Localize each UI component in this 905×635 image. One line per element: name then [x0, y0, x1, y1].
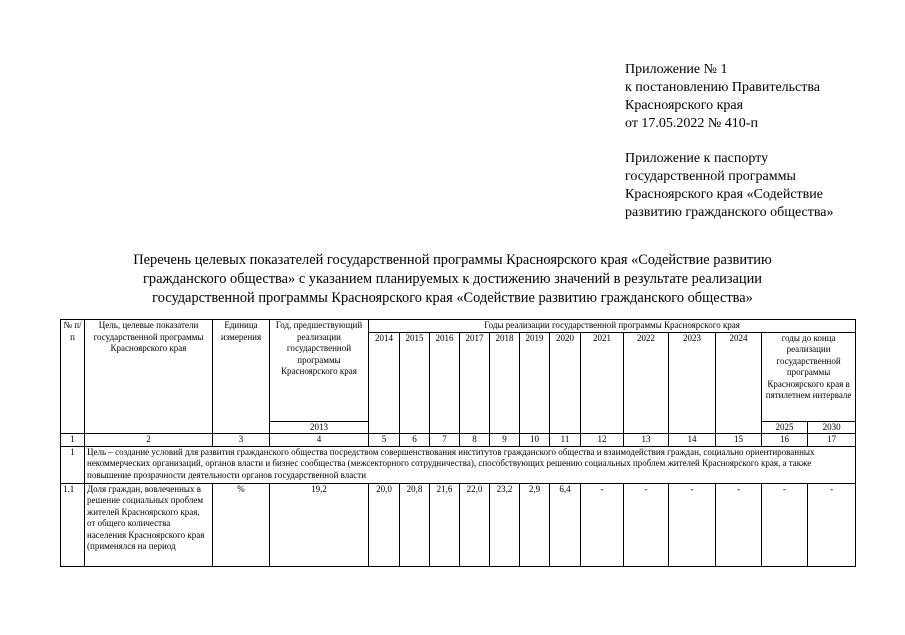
row-value-2019: 2,9 — [520, 483, 550, 566]
document-title — [90, 251, 815, 308]
passport-line: государственной программы — [625, 169, 796, 184]
col-number: 4 — [270, 434, 369, 447]
col-number: 13 — [624, 434, 669, 447]
appendix-line: к постановлению Правительства — [625, 80, 821, 95]
col-number: 9 — [490, 434, 520, 447]
passport-line: Красноярского края «Содействие — [625, 187, 823, 202]
row-value-2023: - — [669, 483, 716, 566]
goal-row-text: Цель – создание условий для развития гражданского общества посредством совершенствования институтов гражданского общества и взаимодействия граждан, социально ориентированных некоммерческих организаций, органов власти и бизнес сообщества (межсекторного сотрудничества), способствующих решению социальных проблем жителей Красноярского края, а также повышение прозрачности деятельности органов государственной власти — [85, 446, 856, 483]
indicators-table — [60, 319, 856, 567]
header-five-year-value: 2030 — [808, 421, 856, 434]
row-value-2022: - — [624, 483, 669, 566]
header-five-year-value: 2025 — [762, 421, 808, 434]
passport-line: развитию гражданского общества» — [625, 205, 834, 220]
row-value-2017: 22,0 — [460, 483, 490, 566]
header-year: 2023 — [669, 332, 716, 434]
col-number: 7 — [430, 434, 460, 447]
header-year: 2020 — [550, 332, 581, 434]
header-year: 2017 — [460, 332, 490, 434]
row-value-2025: - — [762, 483, 808, 566]
appendix-line: Приложение № 1 — [625, 62, 728, 77]
appendix-line: Красноярского края — [625, 98, 744, 113]
header-year: 2024 — [716, 332, 762, 434]
row-value-2020: 6,4 — [550, 483, 581, 566]
header-year: 2015 — [400, 332, 430, 434]
header-year: 2018 — [490, 332, 520, 434]
row-value-2018: 23,2 — [490, 483, 520, 566]
col-number: 12 — [581, 434, 624, 447]
goal-row-num: 1 — [61, 446, 85, 483]
col-number: 1 — [61, 434, 85, 447]
header-prev-year-value: 2013 — [270, 421, 369, 434]
row-value-2024: - — [716, 483, 762, 566]
row-indicator-name: Доля граждан, вовлеченных в решение социальных проблем жителей Красноярского края, от общего количества населения Красноярского края (применялся на период — [85, 483, 213, 566]
row-value-2030: - — [808, 483, 856, 566]
header-unit: Единица измерения — [213, 320, 270, 434]
header-year: 2021 — [581, 332, 624, 434]
header-years-group: Годы реализации государственной программы Красноярского края — [369, 320, 856, 333]
header-year: 2019 — [520, 332, 550, 434]
row-num: 1.1 — [61, 483, 85, 566]
title-line: Перечень целевых показателей государственной программы Красноярского края «Содействие развитию — [133, 252, 772, 268]
header-year: 2022 — [624, 332, 669, 434]
col-number: 3 — [213, 434, 270, 447]
row-value-2015: 20,8 — [400, 483, 430, 566]
row-unit: % — [213, 483, 270, 566]
appendix-line: от 17.05.2022 № 410-п — [625, 116, 758, 131]
col-number: 5 — [369, 434, 400, 447]
row-value-2014: 20,0 — [369, 483, 400, 566]
col-number: 17 — [808, 434, 856, 447]
header-five-year: годы до конца реализации государственной программы Красноярского края в пятилетнем интервале — [762, 332, 856, 421]
col-number: 15 — [716, 434, 762, 447]
col-number: 10 — [520, 434, 550, 447]
title-line: государственной программы Красноярского края «Содействие развитию гражданского общества» — [152, 290, 753, 306]
row-value-2021: - — [581, 483, 624, 566]
header-goal: Цель, целевые показатели государственной программы Красноярского края — [85, 320, 213, 434]
row-value-2016: 21,6 — [430, 483, 460, 566]
title-line: гражданского общества» с указанием планируемых к достижению значений в результате реализации — [143, 271, 762, 287]
col-number: 14 — [669, 434, 716, 447]
header-year: 2014 — [369, 332, 400, 434]
appendix-block — [625, 61, 834, 222]
col-number: 2 — [85, 434, 213, 447]
col-number: 6 — [400, 434, 430, 447]
header-prev-year: Год, предшествующий реализации государственной программы Красноярского края — [270, 320, 369, 422]
header-num: № п/п — [61, 320, 85, 434]
col-number: 16 — [762, 434, 808, 447]
header-year: 2016 — [430, 332, 460, 434]
col-number: 8 — [460, 434, 490, 447]
row-value-2013: 19,2 — [270, 483, 369, 566]
col-number: 11 — [550, 434, 581, 447]
passport-line: Приложение к паспорту — [625, 151, 769, 166]
